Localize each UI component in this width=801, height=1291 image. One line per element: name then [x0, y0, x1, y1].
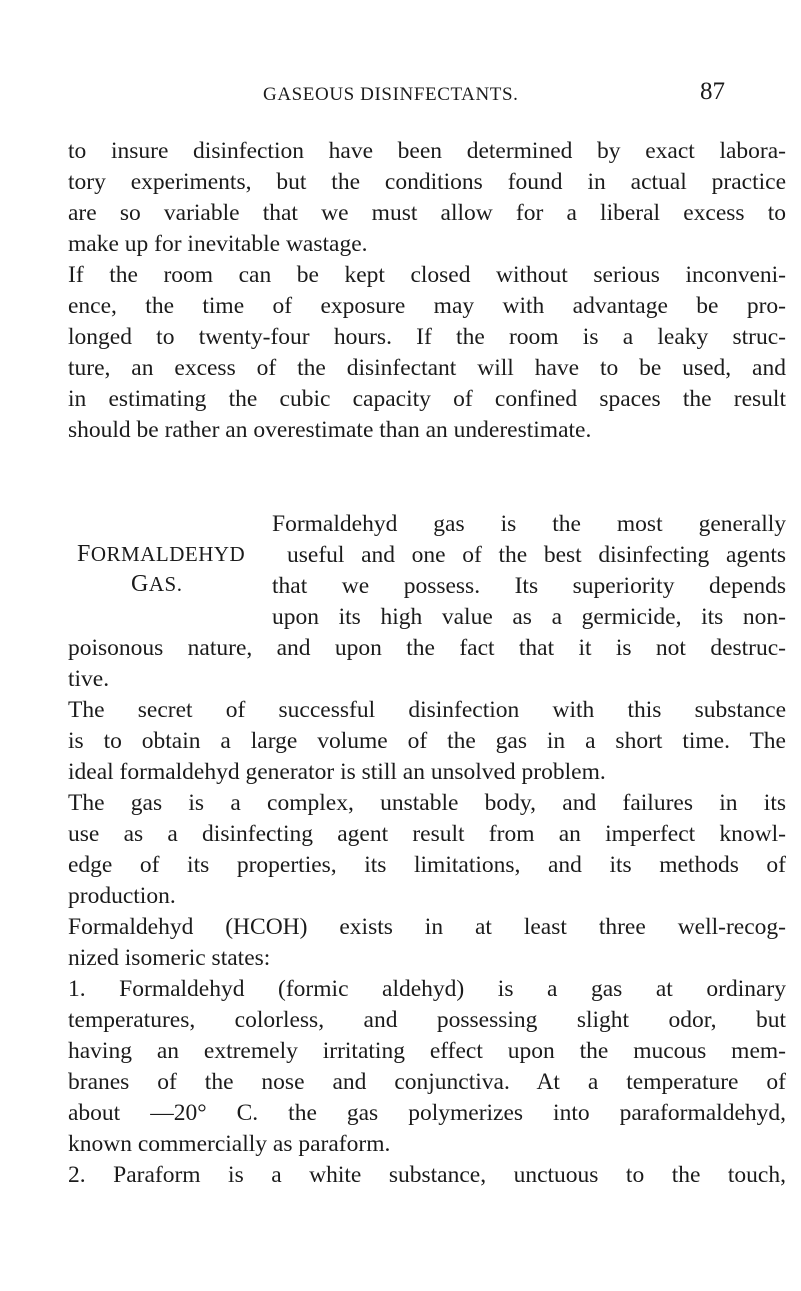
text-line: If the room can be kept closed without serious inconveni-	[68, 262, 786, 288]
text-line: tory experiments, but the conditions found in actual practice	[68, 169, 786, 195]
text-line: make up for inevitable wastage.	[68, 231, 368, 257]
page-number: 87	[700, 78, 725, 105]
text-line: about —20° C. the gas polymerizes into paraformaldehyd,	[68, 1100, 786, 1126]
running-head: GASEOUS DISINFECTANTS.	[263, 84, 519, 105]
text-line: poisonous nature, and upon the fact that it is not destruc-	[68, 635, 786, 661]
text-line: known commercially as paraform.	[68, 1131, 391, 1157]
text-line: useful and one of the best disinfecting agents	[287, 542, 786, 568]
text-line: nized isomeric states:	[68, 945, 271, 971]
page-header	[0, 78, 801, 114]
text-line: edge of its properties, its limitations, and its methods of	[68, 852, 786, 878]
text-line: temperatures, colorless, and possessing slight odor, but	[68, 1007, 786, 1033]
text-line: tive.	[68, 666, 110, 692]
sidenote-heading: FORMALDEHYD	[77, 541, 246, 567]
text-line: having an extremely irritating effect upon the mucous mem-	[68, 1038, 786, 1064]
text-line: that we possess. Its superiority depends	[272, 573, 786, 599]
text-line: should be rather an overestimate than an underestimate.	[68, 417, 592, 443]
text-line: use as a disinfecting agent result from an imperfect knowl-	[68, 821, 786, 847]
text-line: in estimating the cubic capacity of confined spaces the result	[68, 386, 786, 412]
text-line: 2. Paraform is a white substance, unctuous to the touch,	[68, 1162, 786, 1188]
text-line: ence, the time of exposure may with advantage be pro-	[68, 293, 786, 319]
text-line: ideal formaldehyd generator is still an unsolved problem.	[68, 759, 606, 785]
text-line: longed to twenty-four hours. If the room is a leaky struc-	[68, 324, 786, 350]
text-line: production.	[68, 883, 176, 909]
text-line: Formaldehyd (HCOH) exists in at least three well-recog-	[68, 914, 786, 940]
text-line: 1. Formaldehyd (formic aldehyd) is a gas at ordinary	[68, 976, 786, 1002]
text-line: branes of the nose and conjunctiva. At a temperature of	[68, 1069, 786, 1095]
text-line: are so variable that we must allow for a liberal excess to	[68, 200, 786, 226]
text-line: The secret of successful disinfection with this substance	[68, 697, 786, 723]
text-line: The gas is a complex, unstable body, and failures in its	[68, 790, 786, 816]
text-line: ture, an excess of the disinfectant will have to be used, and	[68, 355, 786, 381]
text-line: to insure disinfection have been determined by exact labora-	[68, 138, 786, 164]
text-line: is to obtain a large volume of the gas in a short time. The	[68, 728, 786, 754]
sidenote-heading-continued: GAS.	[131, 571, 183, 597]
text-line: Formaldehyd gas is the most generally	[272, 511, 786, 537]
text-line: upon its high value as a germicide, its non-	[272, 604, 786, 630]
